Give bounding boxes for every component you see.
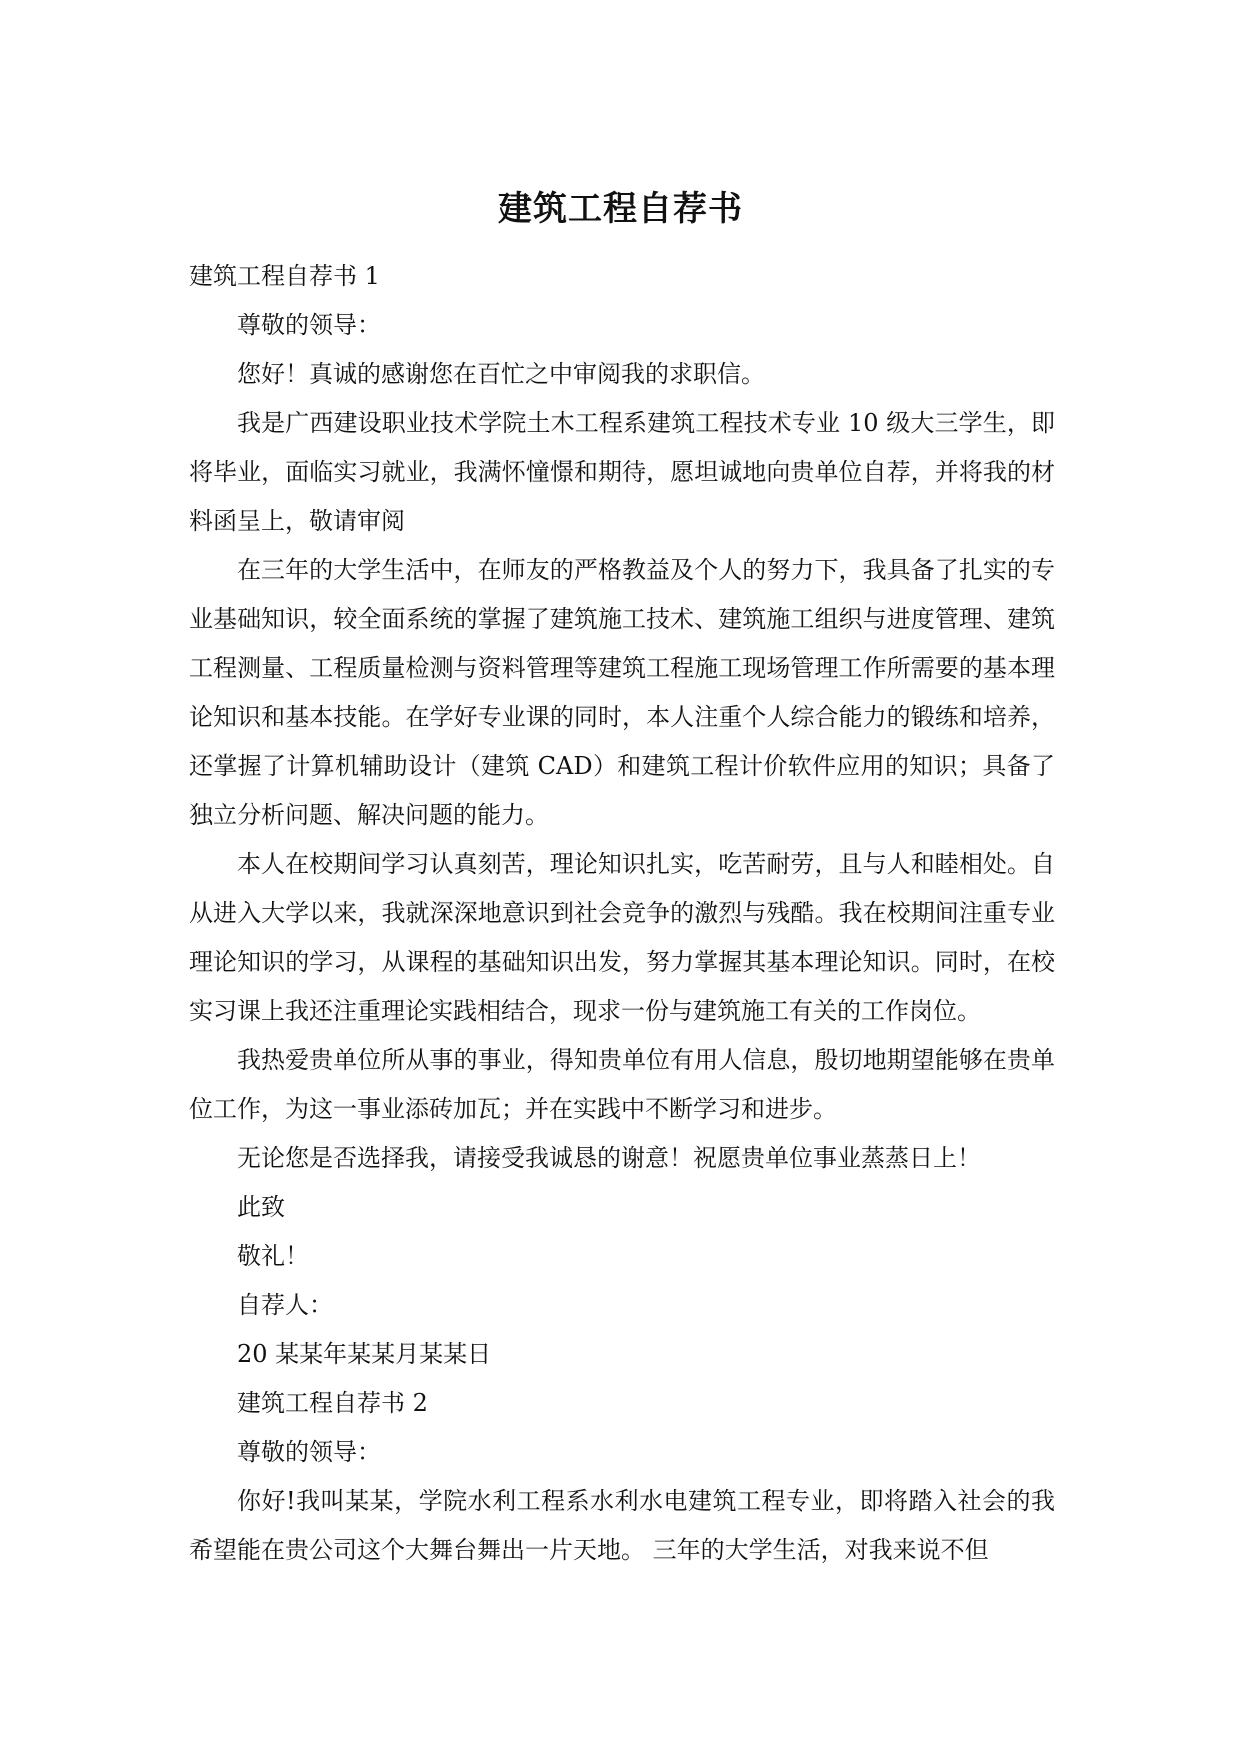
closing-line-2: 敬礼！: [237, 1242, 309, 1270]
signature-label: 自荐人：: [237, 1291, 333, 1319]
greeting-paragraph: 您好！真诚的感谢您在百忙之中审阅我的求职信。: [237, 360, 765, 388]
intro-paragraph-2: 你好!我叫某某，学院水利工程系水利水电建筑工程专业，即将踏入社会的我希望能在贵公司这个大舞台舞出一片天地。 三年的大学生活，对我来说不但: [189, 1487, 1055, 1564]
intro-paragraph: 我是广西建设职业技术学院土木工程系建筑工程技术专业 10 级大三学生，即将毕业，面临实习就业，我满怀憧憬和期待，愿坦诚地向贵单位自荐，并将我的材料函呈上，敬请审阅: [189, 409, 1055, 535]
thanks-paragraph: 无论您是否选择我，请接受我诚恳的谢意！祝愿贵单位事业蒸蒸日上！: [237, 1144, 981, 1172]
date-line: 20 某某年某某月某某日: [237, 1340, 492, 1368]
salutation-2: 尊敬的领导：: [237, 1438, 381, 1466]
closing-line-1: 此致: [237, 1193, 285, 1221]
section-heading-2: 建筑工程自荐书 2: [237, 1389, 428, 1417]
skills-paragraph: 在三年的大学生活中，在师友的严格教益及个人的努力下，我具备了扎实的专业基础知识，较全面系统的掌握了建筑施工技术、建筑施工组织与进度管理、建筑工程测量、工程质量检测与资料管理等建筑工程施工现场管理工作所需要的基本理论知识和基本技能。在学好专业课的同时，本人注重个人综合能力的锻练和培养，还掌握了计算机辅助设计（建筑 CAD）和建筑工程计价软件应用的知识；具备了独立分析问题、解决问题的能力。: [189, 556, 1055, 829]
aspiration-paragraph: 我热爱贵单位所从事的事业，得知贵单位有用人信息，殷切地期望能够在贵单位工作，为这一事业添砖加瓦；并在实践中不断学习和进步。: [189, 1046, 1055, 1123]
document-body: [189, 252, 1055, 1575]
document-title: 建筑工程自荐书: [498, 189, 743, 229]
salutation: 尊敬的领导：: [237, 311, 381, 339]
section-heading-1: 建筑工程自荐书 1: [189, 262, 380, 290]
character-paragraph: 本人在校期间学习认真刻苦，理论知识扎实，吃苦耐劳，且与人和睦相处。自从进入大学以来，我就深深地意识到社会竞争的激烈与残酷。我在校期间注重专业理论知识的学习，从课程的基础知识出发，努力掌握其基本理论知识。同时，在校实习课上我还注重理论实践相结合，现求一份与建筑施工有关的工作岗位。: [189, 850, 1055, 1025]
